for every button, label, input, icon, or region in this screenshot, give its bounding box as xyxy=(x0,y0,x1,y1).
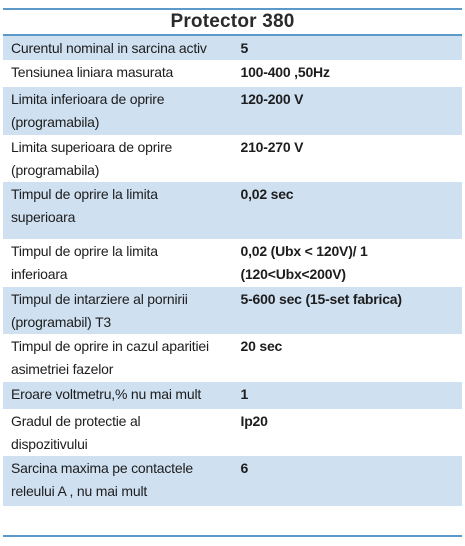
table-row xyxy=(3,182,462,239)
table-row xyxy=(3,60,462,87)
table-row xyxy=(3,409,462,456)
table-row xyxy=(3,35,462,60)
row-label: Gradul de protectie al dispozitivului xyxy=(3,409,233,456)
row-label: Eroare voltmetru,% nu mai mult xyxy=(3,382,233,409)
table-bottom-rule xyxy=(3,535,462,537)
row-label: Tensiunea liniara masurata xyxy=(3,60,233,87)
table-row xyxy=(3,456,462,506)
table-row xyxy=(3,135,462,182)
row-value: 6 xyxy=(233,456,463,506)
row-label: Timpul de oprire in cazul aparitiei asimetriei fazelor xyxy=(3,334,233,382)
row-value: 0,02 sec xyxy=(233,182,463,239)
row-value: 20 sec xyxy=(233,334,463,382)
row-value: 0,02 (Ubx < 120V)/ 1 (120<Ubx<200V) xyxy=(233,239,463,287)
spec-table xyxy=(3,8,462,506)
row-label: Timpul de oprire la limita superioara xyxy=(3,182,233,239)
row-label: Limita inferioara de oprire (programabila) xyxy=(3,87,233,135)
table-title-row xyxy=(3,9,462,35)
row-value: 120-200 V xyxy=(233,87,463,135)
table-title: Protector 380 xyxy=(3,9,462,35)
row-value: Ip20 xyxy=(233,409,463,456)
row-label: Limita superioara de oprire (programabila) xyxy=(3,135,233,182)
row-value: 1 xyxy=(233,382,463,409)
row-value: 210-270 V xyxy=(233,135,463,182)
table-row xyxy=(3,287,462,334)
table-row xyxy=(3,239,462,287)
row-label: Timpul de oprire la limita inferioara xyxy=(3,239,233,287)
row-label: Sarcina maxima pe contactele releului A , nu mai mult xyxy=(3,456,233,506)
row-value: 100-400 ,50Hz xyxy=(233,60,463,87)
row-label: Timpul de intarziere al pornirii (programabil) T3 xyxy=(3,287,233,334)
row-value: 5-600 sec (15-set fabrica) xyxy=(233,287,463,334)
row-value: 5 xyxy=(233,35,463,60)
table-row xyxy=(3,382,462,409)
table-row xyxy=(3,334,462,382)
row-label: Curentul nominal in sarcina activ xyxy=(3,35,233,60)
table-row xyxy=(3,87,462,135)
